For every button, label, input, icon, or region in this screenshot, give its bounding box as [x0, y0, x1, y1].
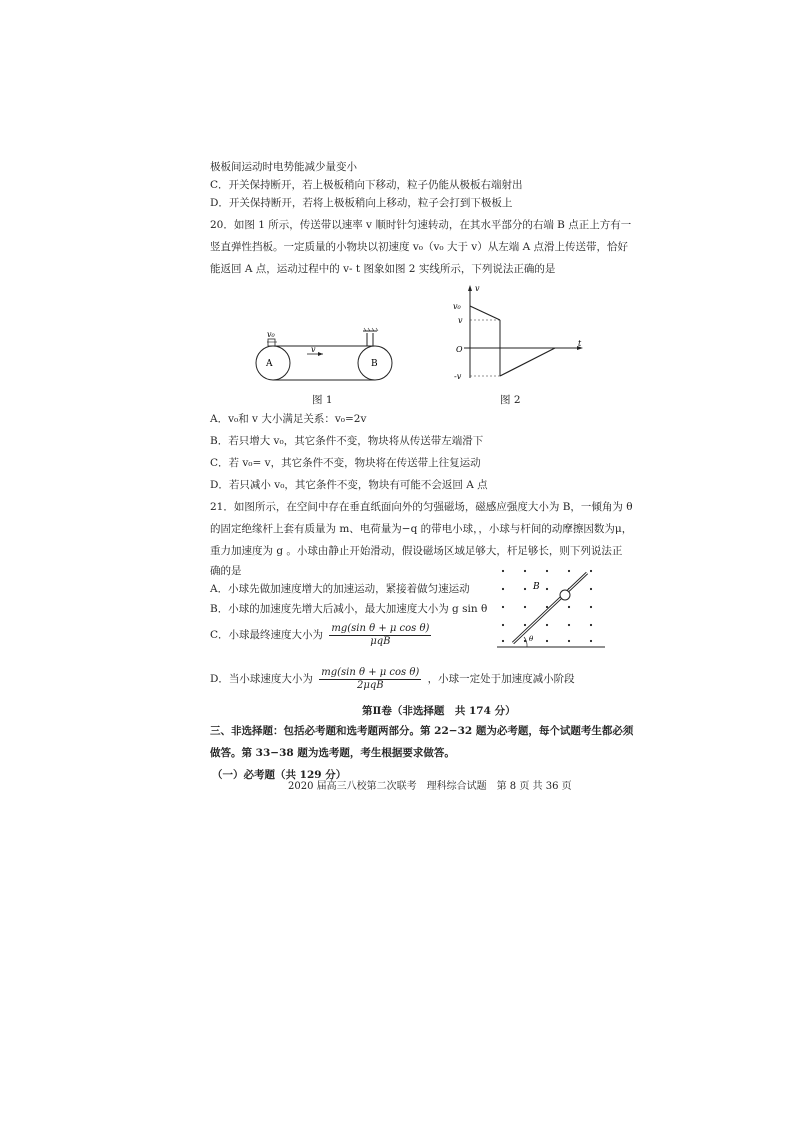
field-dot: [502, 624, 504, 626]
field-dot: [568, 640, 570, 642]
fraction-d: [319, 667, 421, 692]
part3-line-2: 做答。第 33−38 题为选考题，考生根据要求做答。: [210, 747, 455, 759]
field-dot: [568, 570, 570, 572]
page-footer: 2020 届高三八校第二次联考 理科综合试题 第 8 页 共 36 页: [288, 781, 572, 792]
q20-option-a: A．v₀和 v 大小满足关系：v₀=2v: [210, 413, 367, 425]
q21-stem-2: 的固定绝缘杆上套有质量为 m、电荷量为−q 的带电小球，，小球与杆间的动摩擦因数为μ，: [210, 523, 633, 535]
figure-1-caption: 图 1: [312, 394, 333, 406]
field-dot: [568, 624, 570, 626]
field-dot: [546, 570, 548, 572]
fig1-label-v0: v₀: [267, 330, 275, 339]
part3-line-1: 三、非选择题：包括必考题和选考题两部分。第 22−32 题为必考题，每个试题考生都必须: [210, 725, 634, 737]
q20-stem-3: 能返回 A 点，运动过程中的 v- t 图象如图 2 实线所示，下列说法正确的是: [210, 263, 556, 275]
fig2-y-axis-label: v: [475, 284, 480, 293]
field-dot: [568, 606, 570, 608]
field-dot: [590, 624, 592, 626]
fig2-tick-v: v: [458, 316, 463, 325]
field-dot: [590, 606, 592, 608]
q21-option-d-text: D．当小球速度大小为: [210, 673, 313, 685]
field-dot: [546, 606, 548, 608]
field-dot: [524, 606, 526, 608]
field-dot: [502, 640, 504, 642]
fraction-d-numerator: mg(sin θ + μ cos θ): [321, 666, 420, 678]
figure-2-vt-graph: [450, 282, 590, 382]
q21-stem-1: 21．如图所示，在空间中存在垂直纸面向外的匀强磁场，磁感应强度大小为 B，一倾角为 θ: [210, 501, 633, 513]
field-dot: [502, 588, 504, 590]
fig2-x-axis-label: t: [578, 339, 582, 348]
field-dot: [502, 606, 504, 608]
q21-stem-3: 重力加速度为 g 。小球由静止开始滑动，假设磁场区域足够大，杆足够长，则下列说法正: [210, 545, 623, 557]
fraction-c-denominator: μqB: [370, 635, 391, 647]
q21-option-c-text: C．小球最终速度大小为: [210, 629, 324, 641]
field-dot: [590, 570, 592, 572]
section-title: 第Ⅱ卷（非选择题 共 174 分）: [362, 705, 516, 717]
q21-option-d: [210, 666, 575, 692]
fig2-tick-v0: v₀: [453, 302, 461, 311]
fig2-tick-neg-v: -v: [454, 372, 462, 381]
q21-option-d-tail: ，小球一定处于加速度减小阶段: [427, 673, 575, 685]
figure-1-conveyor: [255, 325, 395, 385]
field-dot: [502, 570, 504, 572]
fraction-c-numerator: mg(sin θ + μ cos θ): [331, 622, 430, 634]
fig1-label-v: v: [311, 345, 316, 354]
fig3-label-b: B: [533, 582, 540, 592]
field-dot: [590, 588, 592, 590]
fraction-d-denominator: 2μqB: [356, 679, 384, 691]
fig2-origin-label: O: [456, 345, 463, 354]
field-dot: [524, 570, 526, 572]
fig3-label-theta: θ: [529, 635, 534, 643]
q20-option-b: B．若只增大 v₀，其它条件不变，物块将从传送带左端滑下: [210, 435, 484, 447]
field-dot: [546, 588, 548, 590]
part3-line-3: （一）必考题（共 129 分）: [212, 769, 347, 781]
figure-3-magnetic-field: [495, 565, 610, 650]
q20-stem-1: 20．如图 1 所示，传送带以速率 v 顺时针匀速转动，在其水平部分的右端 B 点正上方有一: [210, 219, 632, 231]
fig1-label-b: B: [371, 359, 378, 369]
q20-option-c: C．若 v₀= v，其它条件不变，物块将在传送带上往复运动: [210, 457, 481, 469]
field-dot: [546, 624, 548, 626]
field-dot: [546, 640, 548, 642]
q20-option-d: D．若只减小 v₀，其它条件不变，物块有可能不会返回 A 点: [210, 479, 488, 491]
field-dot: [524, 588, 526, 590]
q20-stem-2: 竖直弹性挡板。一定质量的小物块以初速度 v₀（v₀ 大于 v）从左端 A 点滑上传送带，恰好: [210, 241, 628, 253]
field-dot: [524, 624, 526, 626]
q21-option-b: B．小球的加速度先增大后减小，最大加速度大小为 g sin θ: [210, 603, 488, 615]
q21-option-c: [210, 622, 434, 648]
fraction-c: [329, 623, 431, 648]
figure-2-caption: 图 2: [500, 394, 521, 406]
fig1-label-a: A: [266, 359, 273, 369]
text-line: 极板间运动时电势能减少量变小: [210, 161, 357, 173]
q21-stem-4: 确的是: [210, 565, 242, 577]
q21-option-a: A．小球先做加速度增大的加速运动，紧接着做匀速运动: [210, 583, 470, 595]
option-d-prev: D．开关保持断开，若将上极板稍向上移动，粒子会打到下极板上: [210, 197, 513, 209]
option-c-prev: C．开关保持断开，若上极板稍向下移动，粒子仍能从极板右端射出: [210, 179, 523, 191]
field-dot: [590, 640, 592, 642]
